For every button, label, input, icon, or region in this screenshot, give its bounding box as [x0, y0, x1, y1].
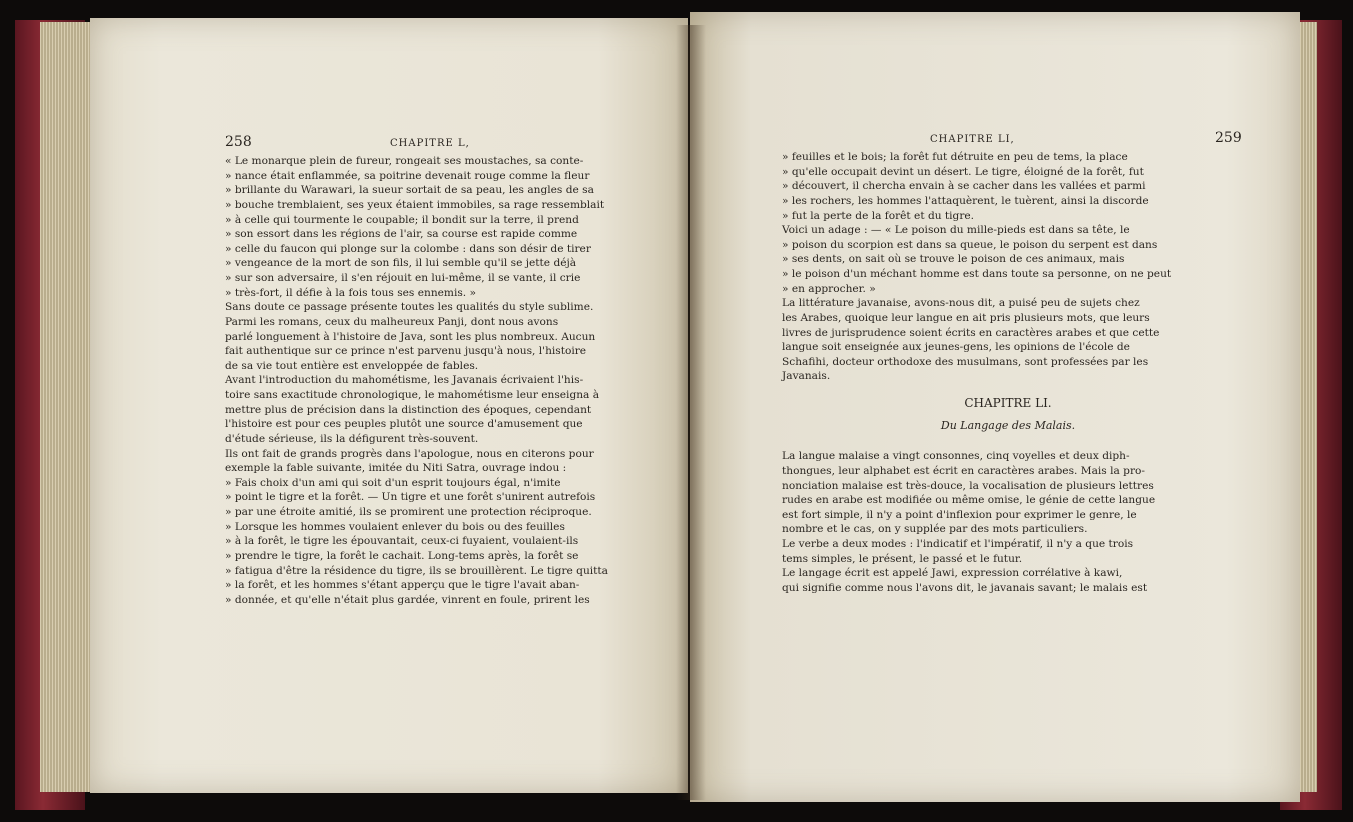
text-line: « Le monarque plein de fureur, rongeait ses moustaches, sa conte-: [225, 155, 584, 167]
text-line: » point le tigre et la forêt. — Un tigre et une forêt s'unirent autrefois: [225, 491, 596, 504]
text-line: » par une étroite amitié, ils se promirent une protection réciproque.: [225, 506, 592, 518]
text-line: exemple la fable suivante, imitée du Niti Satra, ouvrage indou :: [225, 462, 567, 475]
text-line: » sur son adversaire, il s'en réjouit en lui-même, il se vante, il crie: [225, 272, 581, 284]
text-line: Ils ont fait de grands progrès dans l'apologue, nous en citerons pour: [225, 447, 594, 460]
text-line: fait authentique sur ce prince n'est parvenu jusqu'à nous, l'histoire: [225, 345, 587, 358]
text-line: » prendre le tigre, la forêt le cachait. Long-tems après, la forêt se: [225, 549, 579, 562]
page-number: 259: [1215, 130, 1242, 146]
text-line: La langue malaise a vingt consonnes, cinq voyelles et deux diph-: [782, 450, 1130, 463]
text-line: » à la forêt, le tigre les épouvantait, ceux-ci fuyaient, voulaient-ils: [225, 535, 579, 548]
text-line: les Arabes, quoique leur langue en ait pris plusieurs mots, que leurs: [782, 311, 1150, 324]
left-body-text: [225, 154, 669, 607]
text-line: » fut la perte de la forêt et du tigre.: [782, 209, 975, 222]
right-body-text: [782, 150, 1234, 596]
text-line: Javanais.: [782, 370, 831, 383]
page-number: 258: [225, 134, 252, 150]
right-text-top: [782, 150, 1234, 384]
text-line: livres de jurisprudence soient écrits en caractères arabes et que cette: [782, 326, 1160, 339]
text-line: » la forêt, et les hommes s'étant apperçu que le tigre l'avait aban-: [225, 579, 580, 592]
text-line: Sans doute ce passage présente toutes les qualités du style sublime.: [225, 301, 594, 314]
text-line: » à celle qui tourmente le coupable; il bondit sur la terre, il prend: [225, 213, 579, 226]
text-line: tems simples, le présent, le passé et le futur.: [782, 552, 1023, 565]
left-page: [90, 18, 688, 793]
text-line: toire sans exactitude chronologique, le mahométisme leur enseigna à: [225, 389, 600, 401]
running-head: CHAPITRE L,: [390, 138, 470, 149]
text-line: » découvert, il chercha envain à se cacher dans les vallées et parmi: [782, 180, 1146, 193]
text-line: d'étude sérieuse, ils la défigurent très-souvent.: [225, 432, 479, 445]
text-line: » Fais choix d'un ami qui soit d'un esprit toujours égal, n'imite: [225, 476, 561, 489]
chapter-title: CHAPITRE LI.: [964, 396, 1052, 410]
text-line: » donnée, et qu'elle n'était plus gardée, vinrent en foule, prirent les: [225, 593, 590, 606]
book-gutter: [676, 25, 706, 800]
right-text-bottom: [782, 449, 1234, 595]
text-line: nombre et le cas, on y supplée par des mots particuliers.: [782, 523, 1088, 536]
text-line: » celle du faucon qui plonge sur la colombe : dans son désir de tirer: [225, 242, 591, 255]
text-line: » ses dents, on sait où se trouve le poison de ces animaux, mais: [782, 253, 1125, 266]
text-line: » fatigua d'être la résidence du tigre, ils se brouillèrent. Le tigre quitta: [225, 564, 608, 577]
text-line: nonciation malaise est très-douce, la vocalisation de plusieurs lettres: [782, 479, 1154, 492]
text-line: » Lorsque les hommes voulaient enlever du bois ou des feuilles: [225, 520, 565, 533]
text-line: rudes en arabe est modifiée ou même omise, le génie de cette langue: [782, 494, 1156, 507]
text-line: Le langage écrit est appelé Jawi, expression corrélative à kawi,: [782, 567, 1123, 580]
text-line: » nance était enflammée, sa poitrine devenait rouge comme la fleur: [225, 169, 590, 182]
text-line: parlé longuement à l'histoire de Java, sont les plus nombreux. Aucun: [225, 330, 596, 343]
text-line: est fort simple, il n'y a point d'inflexion pour exprimer le genre, le: [782, 508, 1137, 521]
text-line: » les rochers, les hommes l'attaquèrent, le tuèrent, ainsi la discorde: [782, 194, 1149, 207]
text-line: » feuilles et le bois; la forêt fut détruite en peu de tems, la place: [782, 151, 1128, 163]
text-line: » poison du scorpion est dans sa queue, le poison du serpent est dans: [782, 238, 1158, 251]
text-line: » en approcher. »: [782, 282, 876, 295]
text-line: mettre plus de précision dans la distinction des époques, cependant: [225, 403, 592, 416]
text-line: l'histoire est pour ces peuples plutôt une source d'amusement que: [225, 418, 583, 431]
text-line: » le poison d'un méchant homme est dans toute sa personne, on ne peut: [782, 268, 1172, 280]
text-line: » son essort dans les régions de l'air, sa course est rapide comme: [225, 228, 578, 241]
text-line: » très-fort, il défie à la fois tous ses ennemis. »: [225, 286, 476, 299]
text-line: » qu'elle occupait devint un désert. Le tigre, éloigné de la forêt, fut: [782, 165, 1144, 178]
text-line: Voici un adage : — « Le poison du mille-pieds est dans sa tête, le: [782, 224, 1130, 237]
text-line: Le verbe a deux modes : l'indicatif et l'impératif, il n'y a que trois: [782, 538, 1134, 550]
chapter-subtitle: Du Langage des Malais.: [940, 418, 1076, 432]
right-page: [690, 12, 1300, 802]
text-line: Avant l'introduction du mahométisme, les Javanais écrivaient l'his-: [225, 374, 584, 387]
text-line: » bouche tremblaient, ses yeux étaient immobiles, sa rage ressemblait: [225, 198, 605, 211]
text-line: » vengeance de la mort de son fils, il lui semble qu'il se jette déjà: [225, 257, 577, 270]
text-line: de sa vie tout entière est enveloppée de fables.: [225, 359, 479, 372]
running-head: CHAPITRE LI,: [930, 134, 1015, 145]
text-line: » brillante du Warawari, la sueur sortait de sa peau, les angles de sa: [225, 184, 594, 197]
page-edges-left: [40, 22, 95, 792]
text-line: thongues, leur alphabet est écrit en caractères arabes. Mais la pro-: [782, 464, 1145, 477]
text-line: Parmi les romans, ceux du malheureux Panji, dont nous avons: [225, 315, 559, 328]
text-line: Schafihi, docteur orthodoxe des musulmans, sont professées par les: [782, 355, 1149, 368]
text-line: qui signifie comme nous l'avons dit, le javanais savant; le malais est: [782, 581, 1148, 594]
text-line: La littérature javanaise, avons-nous dit, a puisé peu de sujets chez: [782, 297, 1140, 310]
text-line: langue soit enseignée aux jeunes-gens, les opinions de l'école de: [782, 341, 1130, 354]
